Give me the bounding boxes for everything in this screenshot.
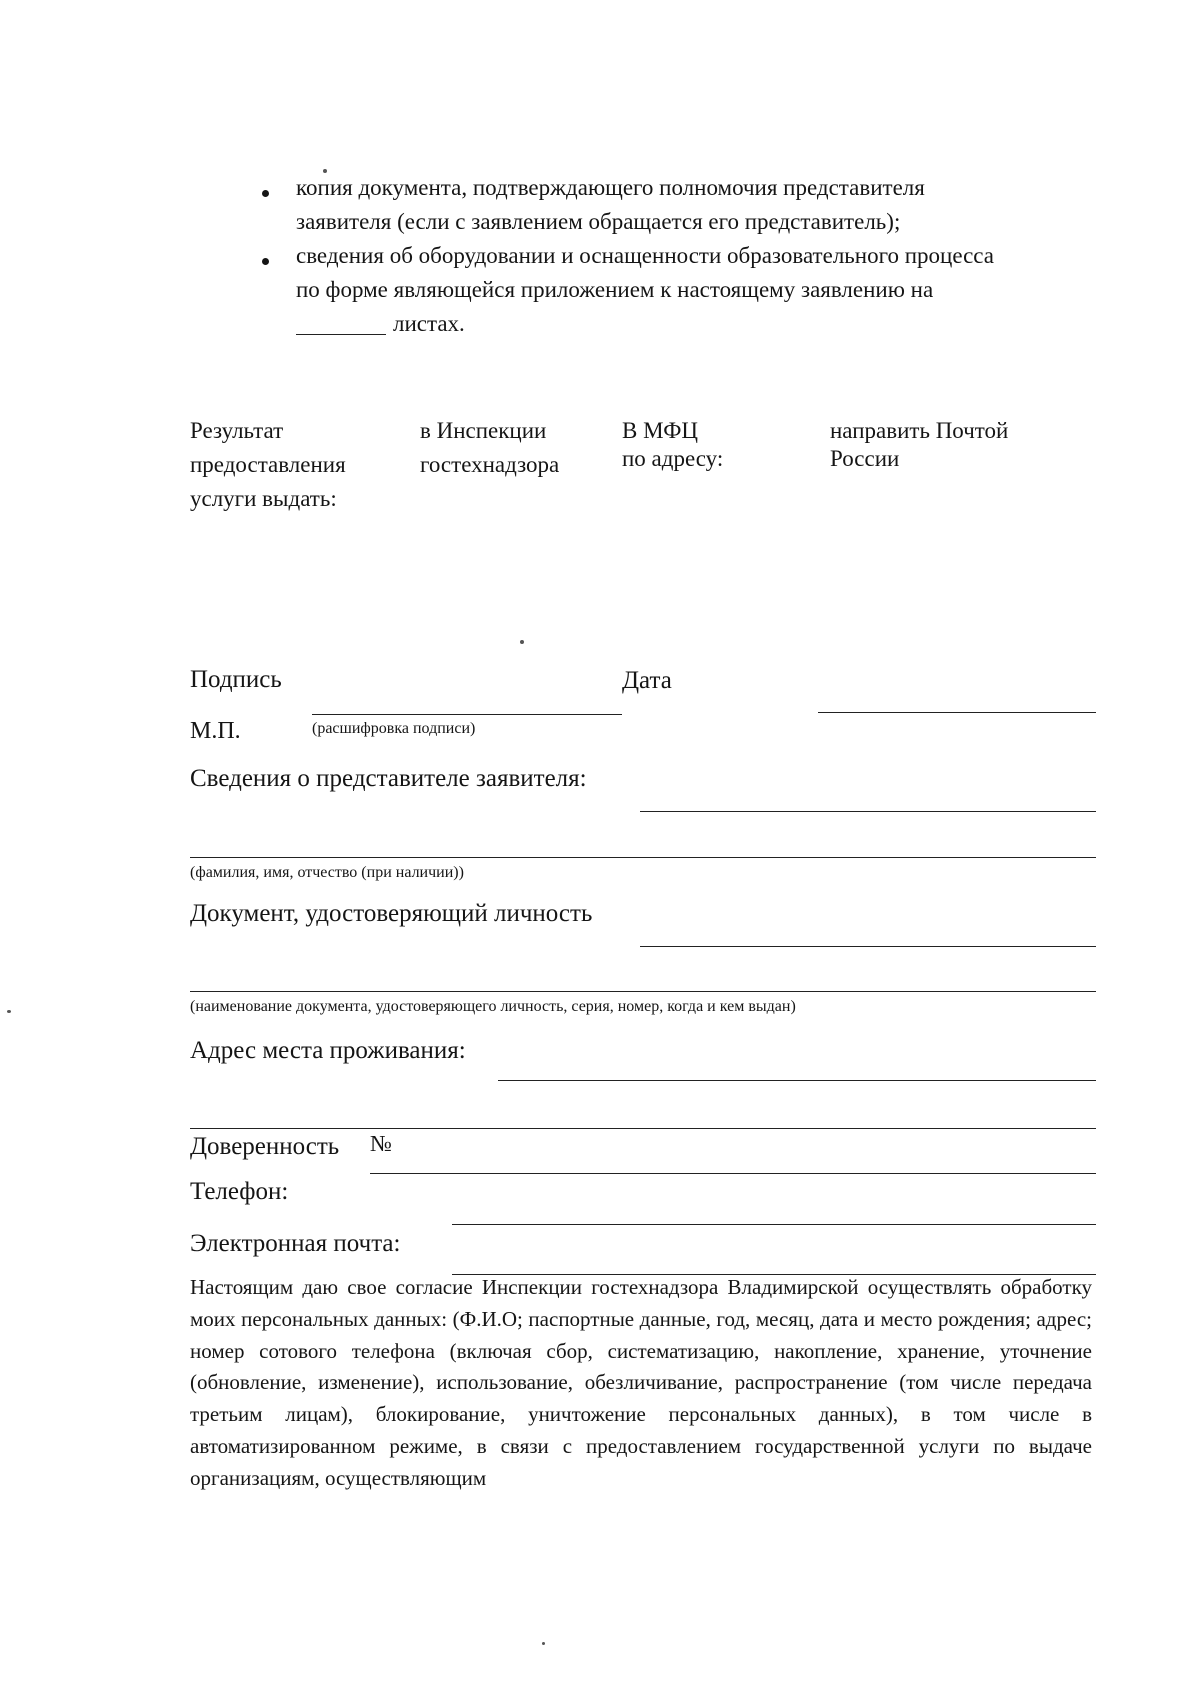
sheet-count-field[interactable] (296, 334, 386, 335)
representative-name-field[interactable] (190, 857, 1096, 858)
id-document-field-a[interactable] (640, 946, 1096, 947)
address-field-a[interactable] (498, 1080, 1096, 1081)
option-post-line-1[interactable]: направить Почтой (830, 418, 1009, 443)
date-label: Дата (622, 667, 672, 694)
id-document-caption: (наименование документа, удостоверяющего личность, серия, номер, когда и кем выдан) (190, 998, 796, 1015)
bullet-dot (262, 190, 269, 197)
consent-paragraph: Настоящим даю свое согласие Инспекции гостехнадзора Владимирской осуществлять обработку моих персональных данных: (Ф.И.О; паспортные данные, год, месяц, дата и место рождения; адрес; номер сотового телефона (включая сбор, систематизацию, накопление, хранение, уточнение (обновление, изменение), использование, обезличивание, распространение (том числе передача третьим лицам), блокирование, уничтожение персональных данных), в том числе в автоматизированном режиме, в связи с предоставлением государственной услуги по выдаче организациям, осуществляющим (190, 1275, 1092, 1490)
scan-speck (520, 640, 524, 644)
result-label-line-2: предоставления (190, 452, 346, 477)
address-field-b[interactable] (190, 1128, 1096, 1129)
phone-label: Телефон: (190, 1178, 289, 1205)
option-inspection-line-1[interactable]: в Инспекции (420, 418, 547, 443)
result-label-line-1: Результат (190, 418, 284, 443)
option-mfc-line-1[interactable]: В МФЦ (622, 418, 699, 443)
representative-field-a[interactable] (640, 811, 1096, 812)
id-document-label: Документ, удостоверяющий личность (190, 900, 593, 927)
attachment-item-2-line-1: сведения об оборудовании и оснащенности образовательного процесса (296, 243, 995, 268)
id-document-field-b[interactable] (190, 991, 1096, 992)
email-label: Электронная почта: (190, 1230, 401, 1257)
result-label-line-3: услуги выдать: (190, 486, 337, 511)
attachment-item-1-line-1: копия документа, подтверждающего полномочия представителя (296, 175, 925, 200)
signature-label: Подпись (190, 666, 282, 693)
attachment-item-2-line-3: листах. (393, 311, 465, 336)
attachment-item-1-line-2: заявителя (если с заявлением обращается его представитель); (296, 209, 901, 234)
signature-field[interactable] (312, 714, 622, 715)
power-of-attorney-label: Доверенность (190, 1133, 340, 1160)
option-post-line-2[interactable]: России (830, 446, 900, 471)
power-of-attorney-field[interactable] (370, 1173, 1096, 1174)
representative-name-caption: (фамилия, имя, отчество (при наличии)) (190, 864, 464, 881)
scan-speck (542, 1642, 545, 1645)
scan-speck (7, 1010, 11, 1013)
date-field[interactable] (818, 712, 1096, 713)
attachment-item-2-line-2: по форме являющейся приложением к настоящему заявлению на (296, 277, 934, 302)
address-label: Адрес места проживания: (190, 1037, 466, 1064)
bullet-dot (262, 258, 269, 265)
option-inspection-line-2[interactable]: гостехнадзора (420, 452, 560, 477)
scan-speck (323, 169, 327, 173)
stamp-label: М.П. (190, 718, 241, 744)
representative-heading: Сведения о представителе заявителя: (190, 765, 587, 792)
signature-caption: (расшифровка подписи) (312, 720, 476, 737)
number-sign: № (370, 1131, 392, 1156)
phone-field[interactable] (452, 1224, 1096, 1225)
option-mfc-line-2[interactable]: по адресу: (622, 446, 724, 471)
